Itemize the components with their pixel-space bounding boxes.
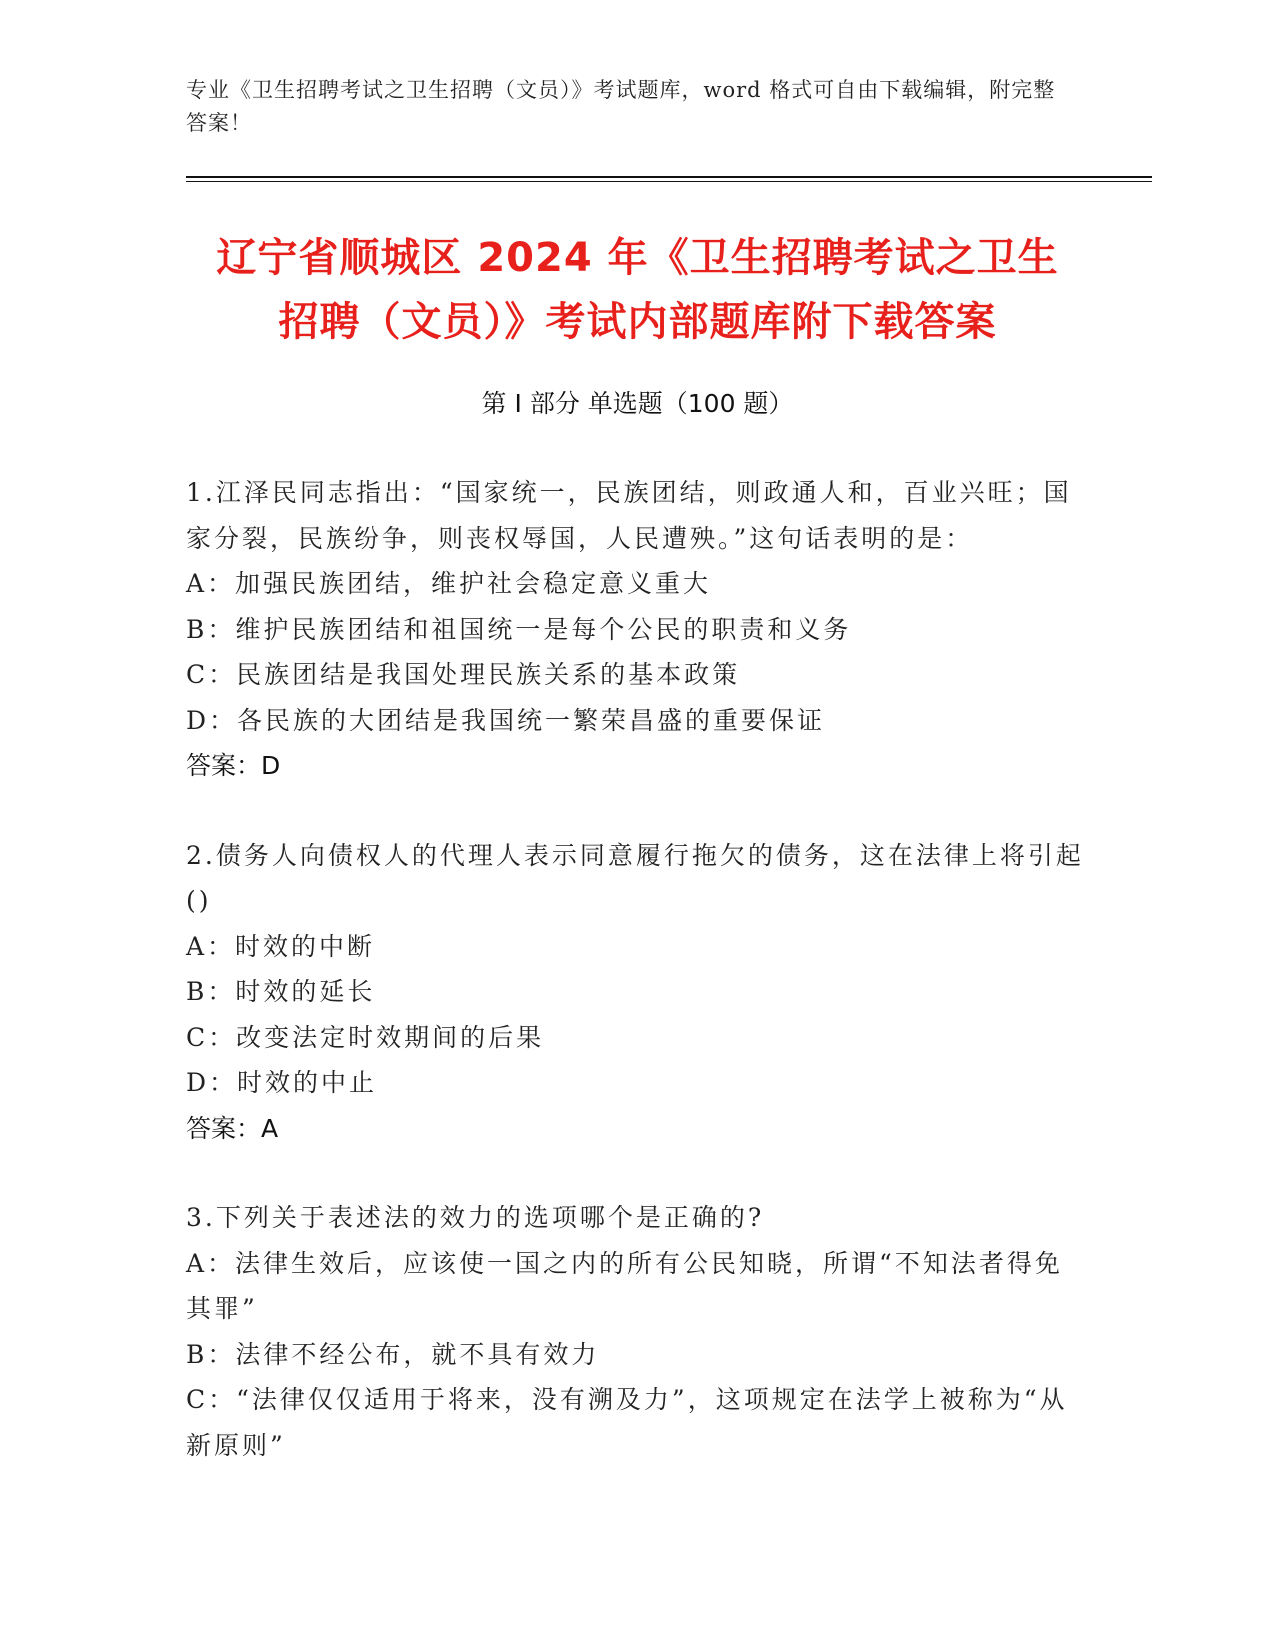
section-title: 第 I 部分 单选题（100 题）: [481, 389, 794, 418]
option-d: D：时效的中止: [186, 1068, 378, 1097]
option-c: C：改变法定时效期间的后果: [186, 1022, 545, 1052]
document-title-line-2: 招聘（文员）》考试内部题库附下载答案: [278, 299, 997, 345]
option-a: A：加强民族团结，维护社会稳定意义重大: [186, 569, 712, 598]
option-d: D：各民族的大团结是我国统一繁荣昌盛的重要保证: [186, 705, 826, 735]
header-rule-thick: [186, 176, 1152, 178]
answer-line: 答案：D: [186, 751, 281, 780]
option-b: B：维护民族团结和祖国统一是每个公民的职责和义务: [186, 614, 852, 644]
header-rule-thin: [186, 181, 1152, 182]
question-2: [186, 833, 1086, 1152]
answer-line: 答案：A: [186, 1113, 279, 1143]
question-stem: 1.江泽民同志指出：“国家统一，民族团结，则政通人和，百业兴旺；国家分裂，民族纷争，则丧权辱国，人民遭殃。”这句话表明的是：: [186, 478, 1072, 553]
option-c: C：“法律仅仅适用于将来，没有溯及力”，这项规定在法学上被称为“从新原则”: [186, 1385, 1068, 1460]
question-stem: 2.债务人向债权人的代理人表示同意履行拖欠的债务，这在法律上将引起(): [186, 840, 1084, 915]
header-note: 专业《卫生招聘考试之卫生招聘（文员）》考试题库，word 格式可自由下载编辑，附完整答案！: [186, 78, 1056, 135]
option-a: A：时效的中断: [186, 931, 376, 961]
option-b: B：法律不经公布，就不具有效力: [186, 1339, 600, 1369]
option-c: C：民族团结是我国处理民族关系的基本政策: [186, 660, 741, 689]
question-list: [186, 470, 1086, 1512]
document-title: [170, 226, 1105, 354]
document-title-line-1: 辽宁省顺城区 2024 年《卫生招聘考试之卫生: [216, 235, 1059, 281]
question-3: [186, 1195, 1086, 1468]
option-b: B：时效的延长: [186, 977, 376, 1006]
option-a: A：法律生效后，应该使一国之内的所有公民知晓，所谓“不知法者得免其罪”: [186, 1248, 1063, 1323]
question-stem: 3.下列关于表述法的效力的选项哪个是正确的?: [186, 1203, 765, 1232]
question-1: [186, 470, 1086, 789]
